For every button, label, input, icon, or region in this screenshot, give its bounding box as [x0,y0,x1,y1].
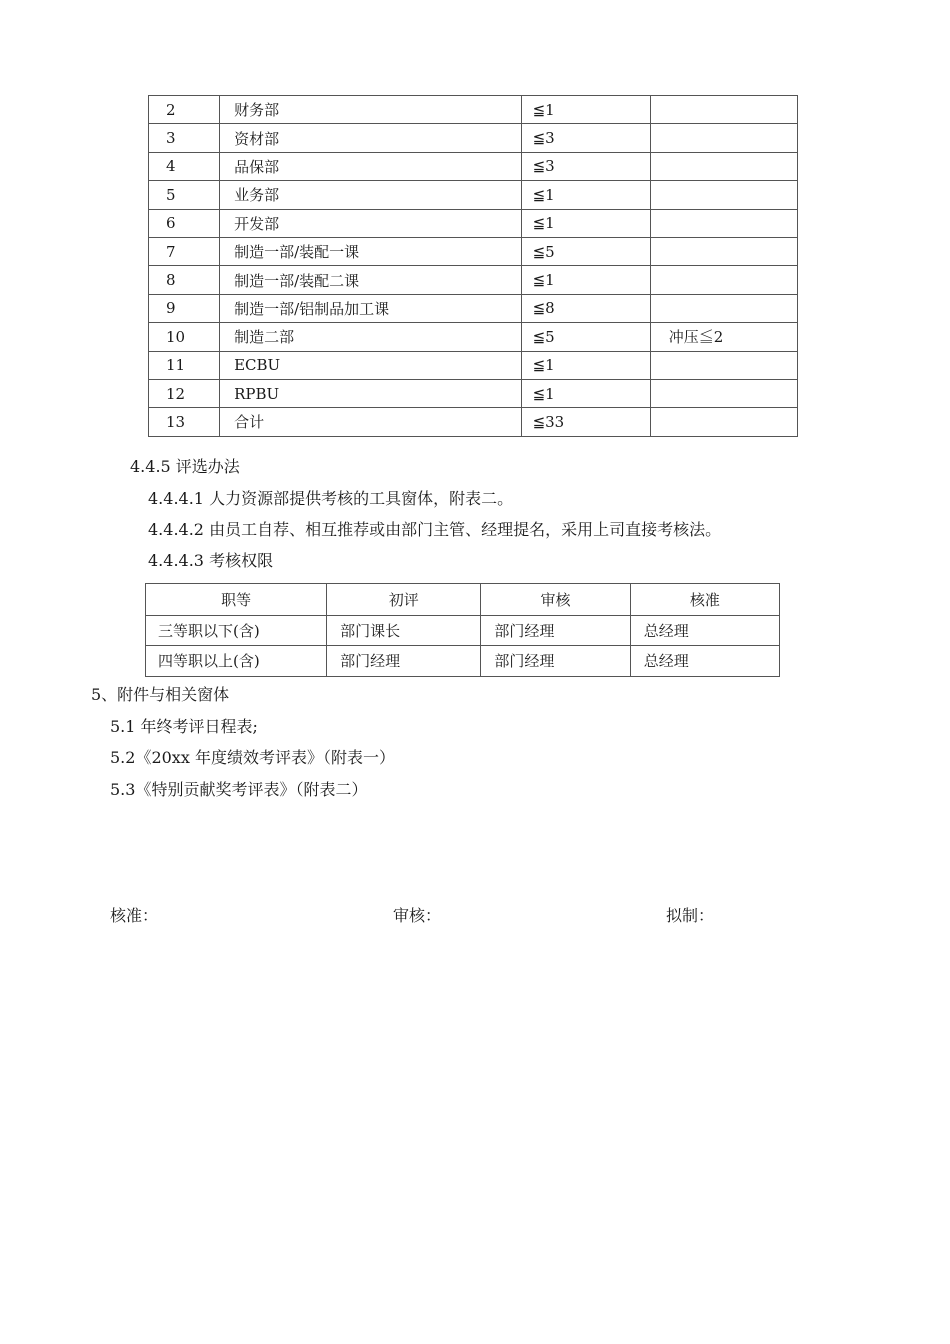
quota: ≦3 [521,152,650,180]
row-number: 11 [149,351,220,379]
signature-approve-label: 核准： [110,906,159,925]
note [650,266,797,294]
row-number: 9 [149,294,220,322]
row-number: 8 [149,266,220,294]
column-header: 审核 [481,584,630,616]
note [650,181,797,209]
table-row [149,152,798,180]
department: 财务部 [220,96,521,124]
quota: ≦1 [521,181,650,209]
column-header: 职等 [146,584,327,616]
quota: ≦8 [521,294,650,322]
department: 制造一部/装配二课 [220,266,521,294]
initial-review-cell: 部门经理 [327,646,481,677]
quota: ≦1 [521,209,650,237]
quota: ≦1 [521,351,650,379]
quota: ≦33 [521,408,650,436]
approval-cell: 总经理 [630,615,779,646]
table-row [149,266,798,294]
initial-review-cell: 部门课长 [327,615,481,646]
note [650,237,797,265]
authority-table [145,583,780,677]
department: 制造二部 [220,323,521,351]
note [650,351,797,379]
quota: ≦5 [521,323,650,351]
note: 冲压≦2 [650,323,797,351]
grade-cell: 三等职以下(含) [146,615,327,646]
paragraph-4-4-4-3: 4.4.4.3 考核权限 [148,551,274,570]
review-cell: 部门经理 [481,646,630,677]
table-row [149,379,798,407]
department: 制造一部/装配一课 [220,237,521,265]
column-header: 初评 [327,584,481,616]
signature-draft-label: 拟制： [666,906,715,925]
department: 开发部 [220,209,521,237]
table-row [149,408,798,436]
table-row [149,294,798,322]
row-number: 7 [149,237,220,265]
row-number: 12 [149,379,220,407]
quota-table-body [149,96,798,437]
table-row [149,237,798,265]
note [650,124,797,152]
quota: ≦5 [521,237,650,265]
department: 合计 [220,408,521,436]
column-header: 核准 [630,584,779,616]
paragraph-4-4-4-1: 4.4.4.1 人力资源部提供考核的工具窗体，附表二。 [148,489,514,508]
row-number: 5 [149,181,220,209]
section-heading-4-4-5: 4.4.5 评选办法 [130,457,240,476]
note [650,408,797,436]
quota: ≦1 [521,379,650,407]
quota: ≦3 [521,124,650,152]
note [650,152,797,180]
note [650,96,797,124]
quota: ≦1 [521,96,650,124]
row-number: 4 [149,152,220,180]
table-row [146,646,780,677]
department: 品保部 [220,152,521,180]
table-row [149,96,798,124]
section-heading-5: 5、附件与相关窗体 [91,685,230,704]
paragraph-5-1: 5.1 年终考评日程表; [110,717,258,736]
paragraph-5-3: 5.3《特别贡献奖考评表》（附表二） [110,780,368,799]
department: 制造一部/铝制品加工课 [220,294,521,322]
department: ECBU [220,351,521,379]
table-row [149,351,798,379]
table-row [149,124,798,152]
table-row [146,615,780,646]
table-row [149,209,798,237]
table-row [149,323,798,351]
approval-cell: 总经理 [630,646,779,677]
row-number: 10 [149,323,220,351]
department: 业务部 [220,181,521,209]
paragraph-5-2: 5.2《20xx 年度绩效考评表》（附表一） [110,748,395,767]
signature-review-label: 审核： [393,906,442,925]
row-number: 3 [149,124,220,152]
note [650,294,797,322]
quota: ≦1 [521,266,650,294]
department: 资材部 [220,124,521,152]
table-header-row [146,584,780,616]
row-number: 6 [149,209,220,237]
note [650,209,797,237]
quota-table [148,95,798,437]
department: RPBU [220,379,521,407]
review-cell: 部门经理 [481,615,630,646]
row-number: 2 [149,96,220,124]
row-number: 13 [149,408,220,436]
paragraph-4-4-4-2: 4.4.4.2 由员工自荐、相互推荐或由部门主管、经理提名，采用上司直接考核法。 [148,520,722,539]
table-row [149,181,798,209]
note [650,379,797,407]
grade-cell: 四等职以上(含) [146,646,327,677]
